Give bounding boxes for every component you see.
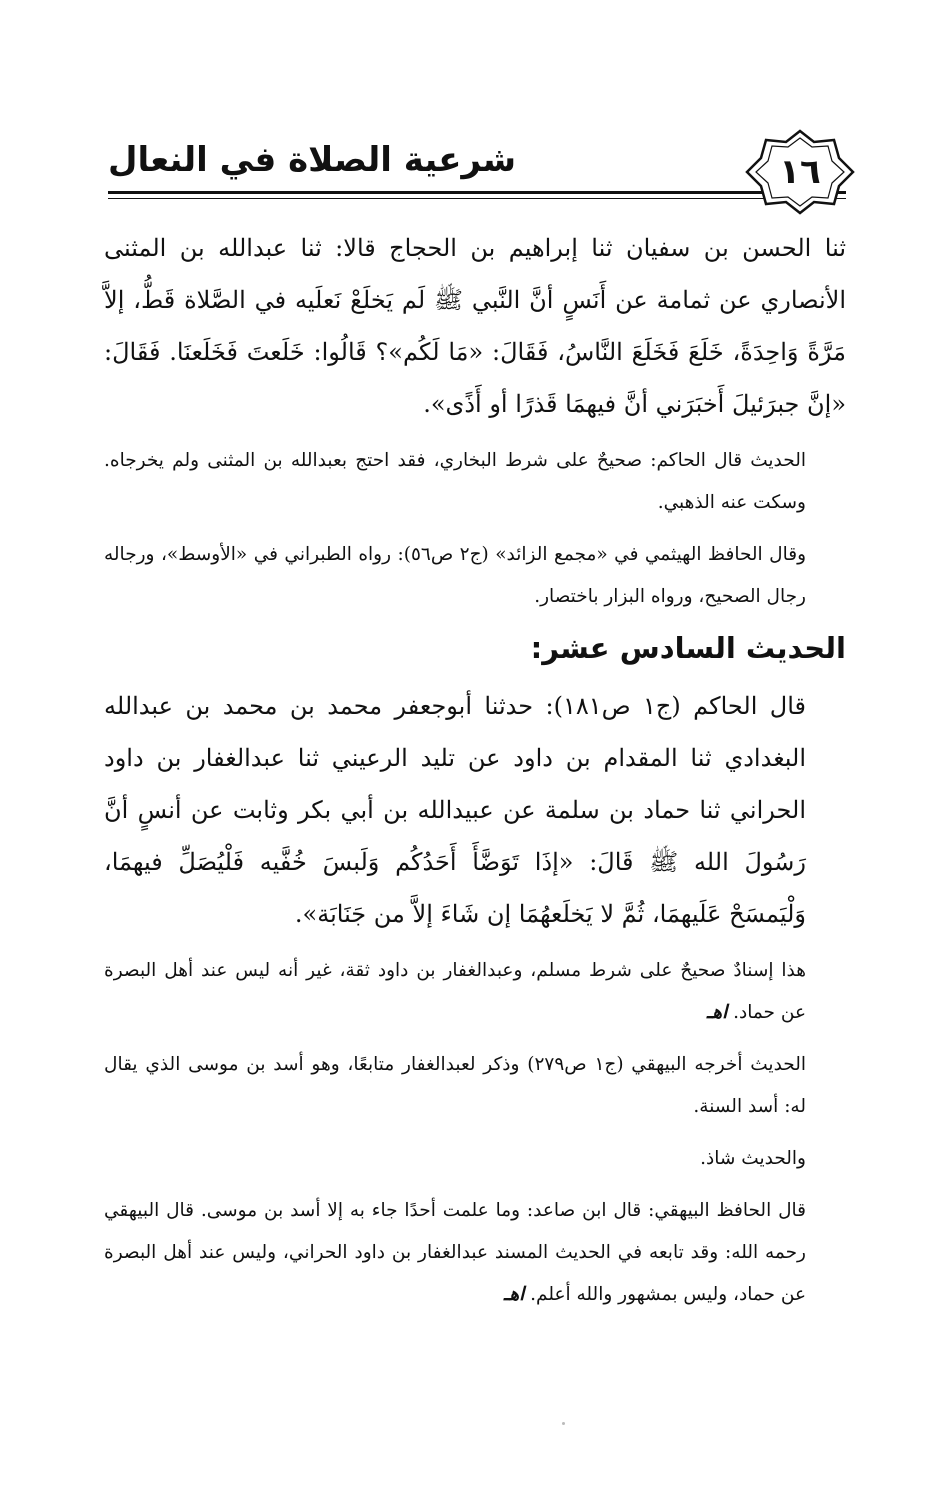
section-heading: الحديث السادس عشر: (530, 631, 846, 665)
end-mark: اهـ (503, 1284, 525, 1305)
commentary-4: الحديث أخرجه البيهقي (ج١ ص٢٧٩) وذكر لعبدالغفار متابعًا، وهو أسد بن موسى الذي يقال له: أسد السنة. (104, 1054, 806, 1117)
scan-speck (562, 1422, 565, 1425)
commentary-3 (104, 950, 846, 1034)
commentary-1: الحديث قال الحاكم: صحيحٌ على شرط البخاري، فقد احتج بعبدالله بن المثنى ولم يخرجاه. وسكت عنه الذهبي. (104, 450, 806, 513)
commentary-5: والحديث شاذ. (700, 1148, 806, 1169)
page-number-badge (744, 128, 856, 216)
page-number: ١٦ (779, 152, 821, 192)
commentary-6-text: قال الحافظ البيهقي: قال ابن صاعد: وما علمت أحدًا جاء به إلا أسد بن موسى. قال البيهقي رحمه الله: وقد تابعه في الحديث المسند عبدالغفار بن داود الحراني، وليس عند أهل البصرة عن حماد، وليس بمشهور والله أعلم. (104, 1200, 806, 1305)
commentary-6 (104, 1190, 846, 1316)
hadith-text-1: ثنا الحسن بن سفيان ثنا إبراهيم بن الحجاج قالا: ثنا عبدالله بن المثنى الأنصاري عن ثمامة عن أَنَسٍ أنَّ النَّبي ﷺ لَم يَخلَعْ نَعلَيه في الصَّلاة قَطُّ، إلاَّ مَرَّةً وَاحِدَةً، خَلَعَ فَخَلَعَ النَّاسُ، فَقَالَ: «مَا لَكُم»؟ قَالُوا: خَلَعتَ فَخَلَعنَا. فَقَالَ: «إنَّ جبرَئيلَ أَخبَرَني أنَّ فيهمَا قَذرًا أو أَذًى». (104, 234, 846, 418)
commentary-2: وقال الحافظ الهيثمي في «مجمع الزائد» (ج٢ ص٥٦): رواه الطبراني في «الأوسط»، ورجاله رجال الصحيح، ورواه البزار باختصار. (104, 544, 807, 607)
commentary-3-text: هذا إسنادٌ صحيحٌ على شرط مسلم، وعبدالغفار بن داود ثقة، غير أنه ليس عند أهل البصرة عن حماد. (104, 960, 806, 1023)
end-mark: اهـ (706, 1002, 728, 1023)
running-title: شرعية الصلاة في النعال (108, 140, 517, 180)
header-rule-thin (108, 198, 846, 199)
page-body (104, 222, 846, 1316)
hadith-text-2: قال الحاكم (ج١ ص١٨١): حدثنا أبوجعفر محمد بن محمد بن عبدالله البغدادي ثنا المقدام بن داود عن تليد الرعيني ثنا عبدالغفار بن داود الحراني ثنا حماد بن سلمة عن عبيدالله بن أبي بكر وثابت عن أنسٍ أنَّ رَسُولَ الله ﷺ قَالَ: «إذَا تَوَضَّأَ أَحَدُكُم وَلَبسَ خُفَّيه فَلْيُصَلِّ فيهمَا، وَلْيَمسَحْ عَلَيهمَا، ثُمَّ لا يَخلَعهُمَا إن شَاءَ إلاَّ من جَنَابَة». (104, 692, 806, 928)
header-rule (108, 191, 846, 194)
page-header (108, 128, 846, 212)
